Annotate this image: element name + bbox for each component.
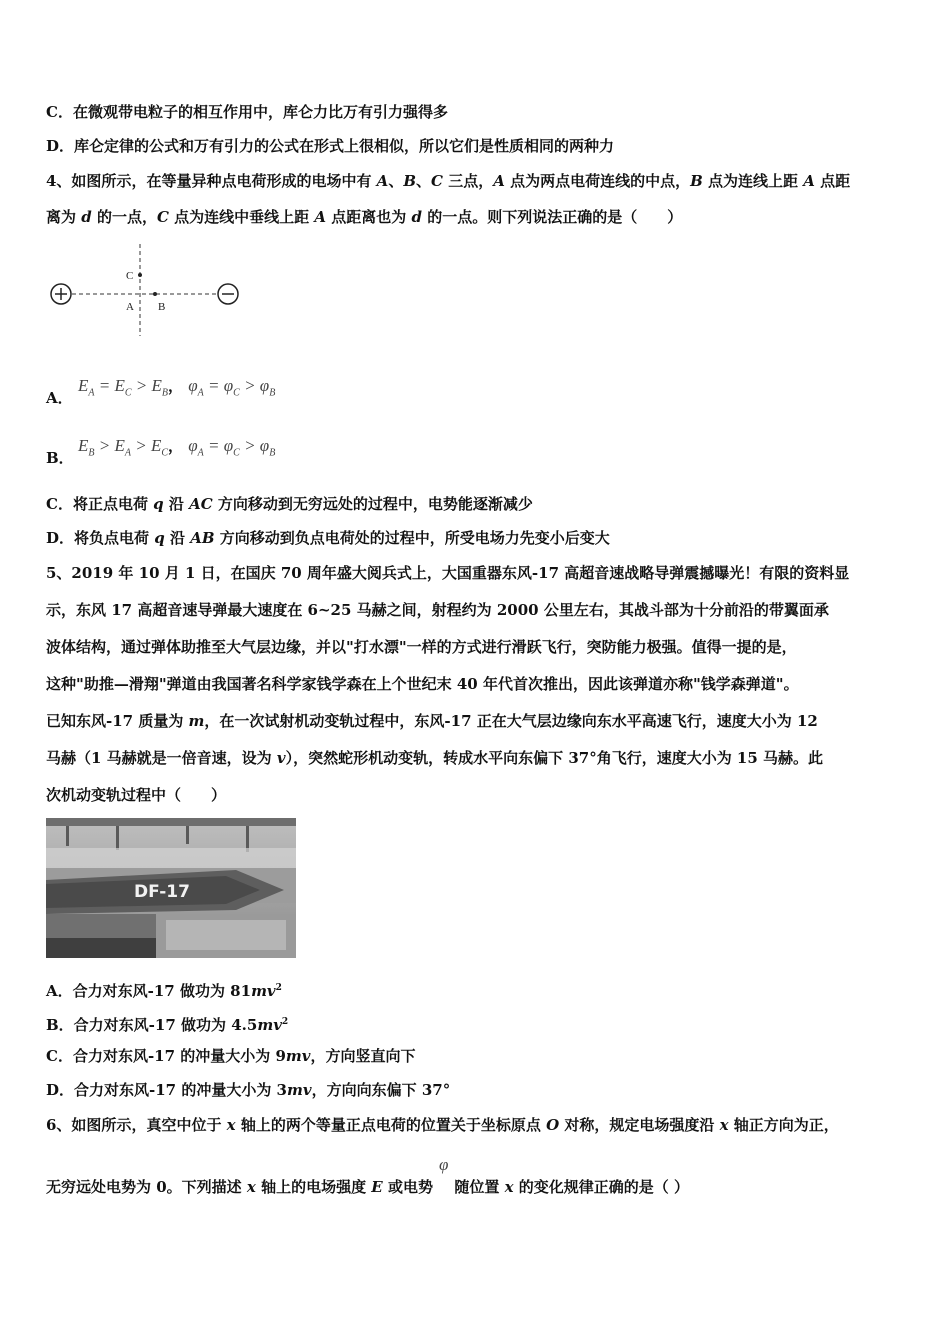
q4-option-b-formula: $E_B > E_A > E_C$， $\varphi_A = \varphi_C > \varphi_B$: [78, 436, 276, 459]
q5-option-a: A．合力对东风-17 做功为 $81mv^2$: [46, 982, 282, 1000]
q4-option-a-letter: A．: [46, 389, 73, 407]
point-b-dot: [153, 292, 157, 296]
q6-stem-line2: 无穷远处电势为 0。下列描述 x 轴上的电场强度 E 或电势φ随位置 x 的变化规律正确的是（ ）: [46, 1155, 690, 1196]
q3-option-c: C．在微观带电粒子的相互作用中，库仑力比万有引力强得多: [46, 103, 448, 121]
q4-option-a-formula: $E_A = E_C > E_B$， $\varphi_A = \varphi_C > \varphi_B$: [78, 376, 276, 399]
q6-stem-line1: 6、如图所示，真空中位于 x 轴上的两个等量正点电荷的位置关于坐标原点 O 对称，规定电场强度沿 x 轴正方向为正，: [46, 1116, 839, 1134]
q4-option-b-letter: B．: [46, 449, 74, 467]
point-c-dot: [138, 273, 142, 277]
q3-option-d: D．库仑定律的公式和万有引力的公式在形式上很相似，所以它们是性质相同的两种力: [46, 137, 615, 155]
q4-stem-line2: 离为 d 的一点，C 点为连线中垂线上距 A 点距离也为 d 的一点。则下列说法正确的是（ ）: [46, 208, 683, 226]
q4-a-field-relation: $E_A = E_C > E_B$: [78, 376, 168, 399]
label-c: C: [126, 270, 134, 282]
q4-charge-diagram: [44, 240, 244, 340]
q5-stem-line2: 示，东风 17 高超音速导弹最大速度在 6~25 马赫之间，射程约为 2000 公里左右，其战斗部为十分前沿的带翼面承: [46, 601, 829, 619]
q5-stem-line3: 波体结构，通过弹体助推至大气层边缘，并以"打水漂"一样的方式进行滑跃飞行，突防能力极强。值得一提的是，: [46, 638, 797, 656]
q5-stem-line7: 次机动变轨过程中（ ）: [46, 786, 227, 804]
q5-stem-line4: 这种"助推—滑翔"弹道由我国著名科学家钱学森在上个世纪末 40 年代首次推出，因此该弹道亦称"钱学森弹道"。: [46, 675, 799, 693]
q5-option-d: D．合力对东风-17 的冲量大小为 3mv，方向向东偏下 37°: [46, 1081, 451, 1099]
q5-stem-line5: 已知东风-17 质量为 m，在一次试射机动变轨过程中，东风-17 正在大气层边缘向东水平高速飞行，速度大小为 12: [46, 712, 818, 730]
label-b: B: [158, 301, 166, 313]
q4-stem-line1: 4、如图所示，在等量异种点电荷形成的电场中有 A、B、C 三点，A 点为两点电荷连线的中点，B 点为连线上距 A 点距: [46, 172, 851, 190]
q4-b-field-relation: $E_B > E_A > E_C$: [78, 436, 168, 459]
q4-option-d: D．将负点电荷 q 沿 AB 方向移动到负点电荷处的过程中，所受电场力先变小后变大: [46, 529, 610, 547]
q5-stem-line6: 马赫（1 马赫就是一倍音速，设为 v），突然蛇形机动变轨，转成水平向东偏下 37°角飞行，速度大小为 15 马赫。此: [46, 749, 824, 767]
label-a: A: [126, 301, 134, 313]
df17-missile-photo: [46, 818, 296, 958]
q5-stem-line1: 5、2019 年 10 月 1 日，在国庆 70 周年盛大阅兵式上，大国重器东风-17 高超音速战略导弹震撼曝光！有限的资料显: [46, 564, 850, 582]
missile-marking: DF-17: [134, 882, 190, 902]
q4-a-potential-relation: $\varphi_A = \varphi_C > \varphi_B$: [188, 376, 276, 399]
q6-phi-symbol: φ: [438, 1155, 449, 1174]
q4-b-potential-relation: $\varphi_A = \varphi_C > \varphi_B$: [188, 436, 276, 459]
q5-option-b: B．合力对东风-17 做功为 $4.5mv^2$: [46, 1016, 289, 1034]
q5-option-c: C．合力对东风-17 的冲量大小为 9mv，方向竖直向下: [46, 1047, 416, 1065]
q4-option-c: C．将正点电荷 q 沿 AC 方向移动到无穷远处的过程中，电势能逐渐减少: [46, 495, 533, 513]
